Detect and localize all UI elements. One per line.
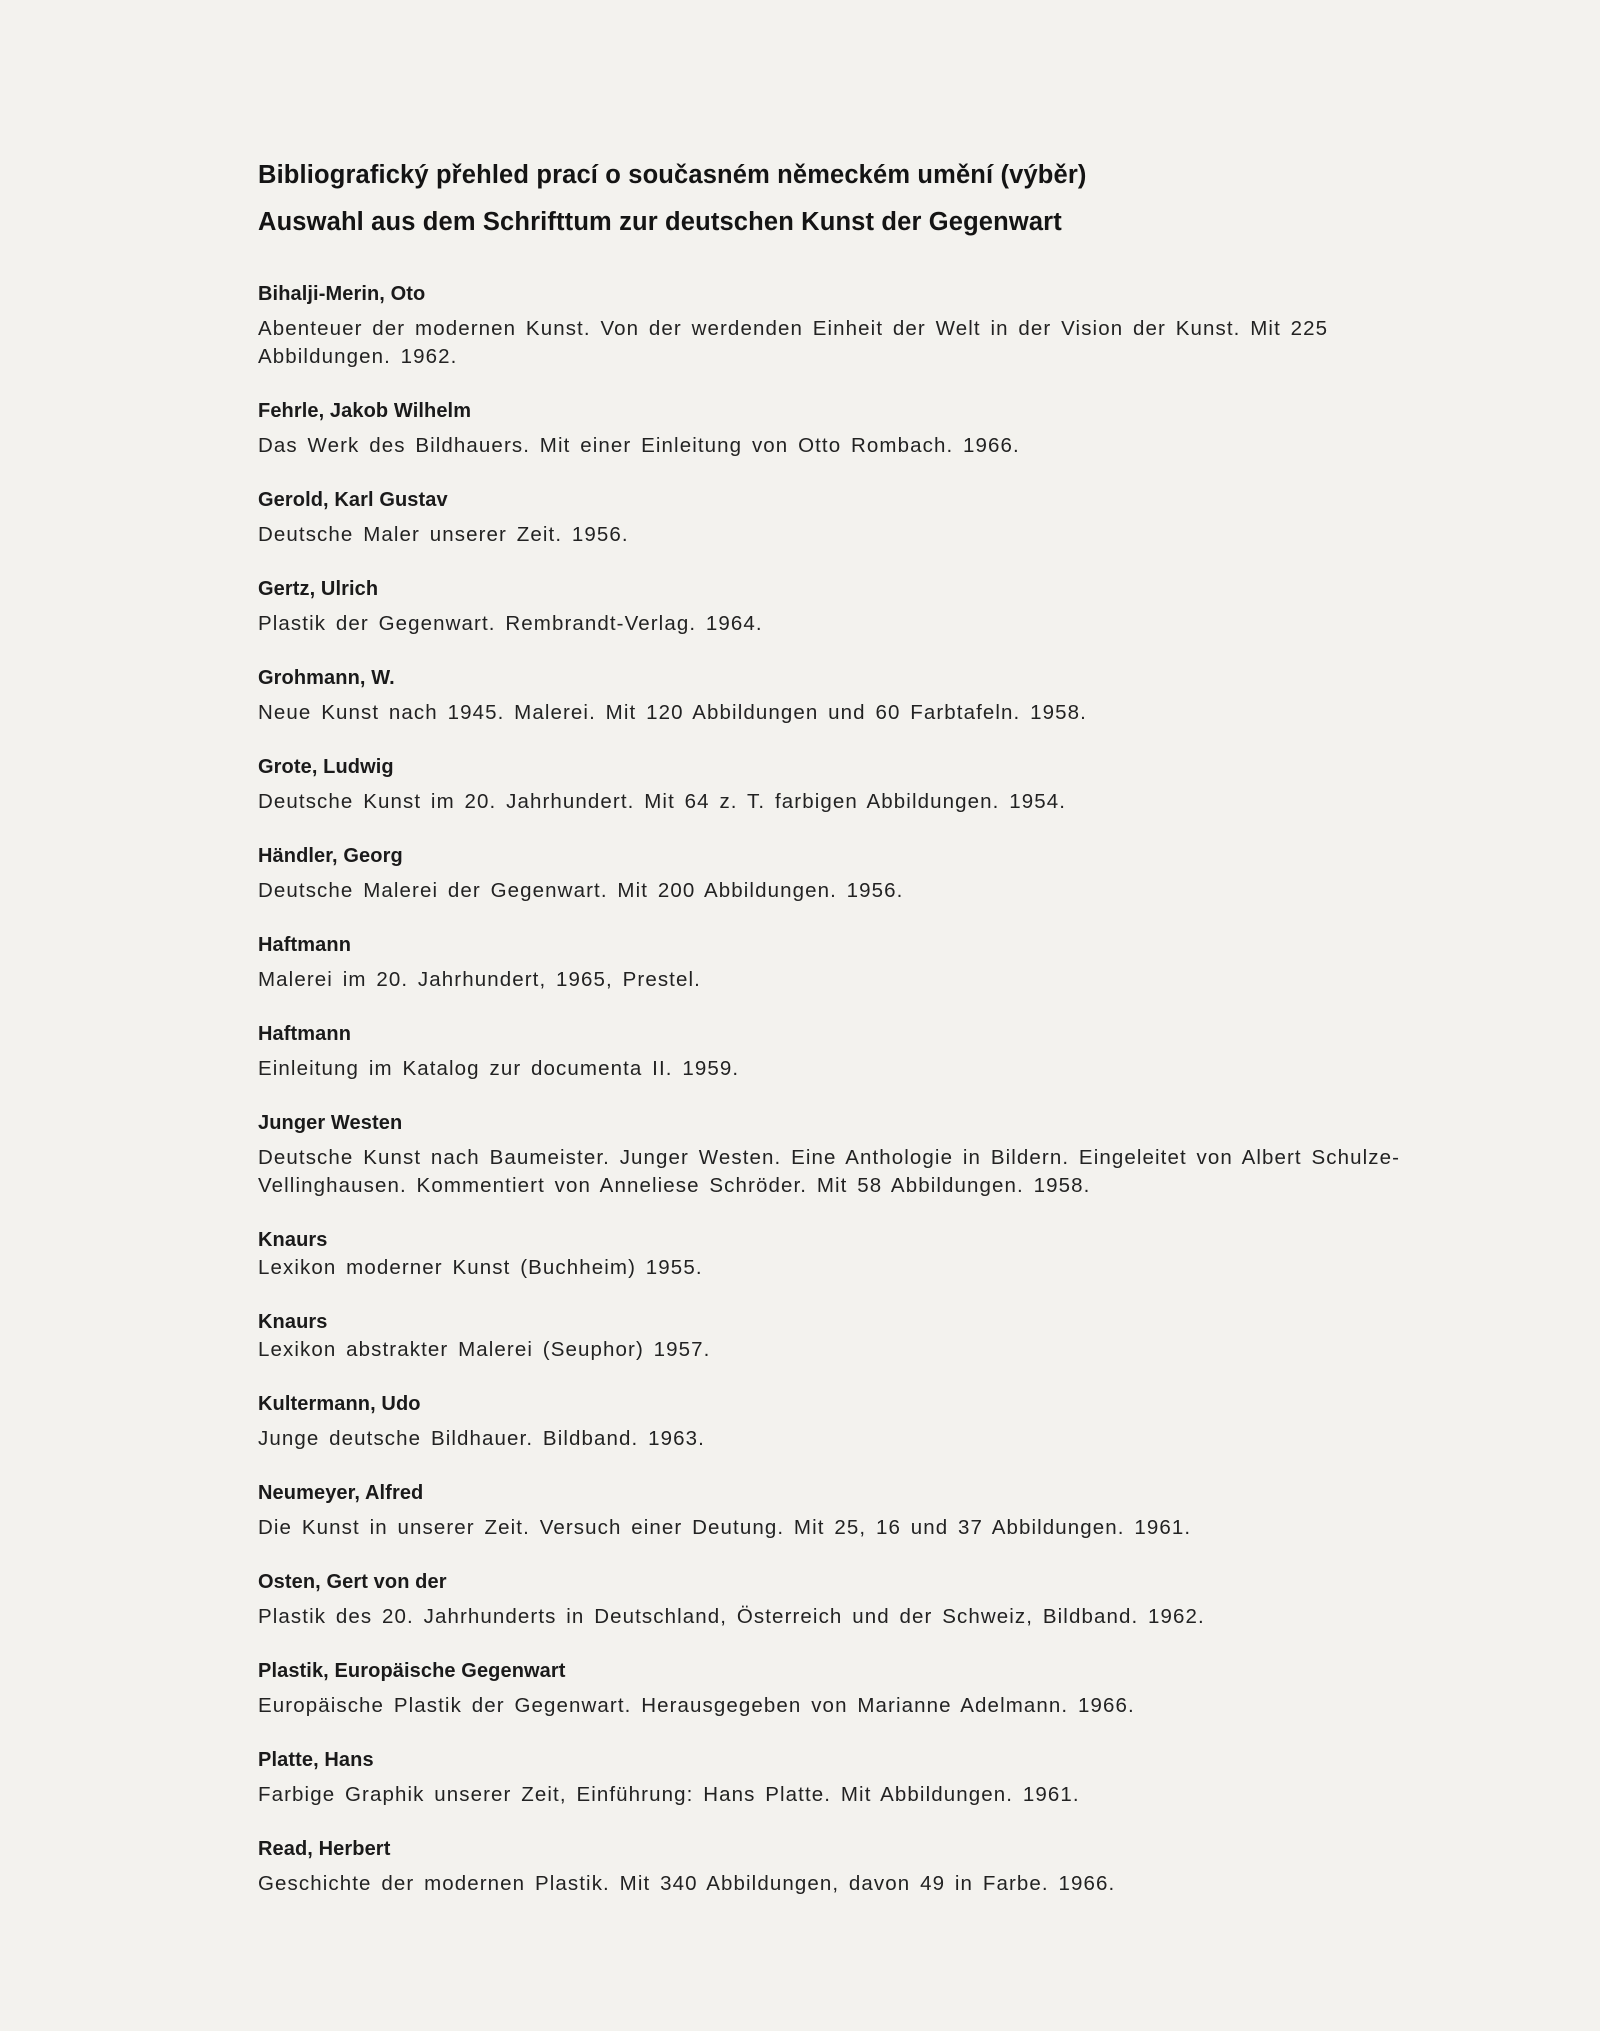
bibliography-entry bbox=[258, 1109, 1418, 1200]
heading-german: Auswahl aus dem Schrifttum zur deutschen Kunst der Gegenwart bbox=[258, 208, 1062, 236]
entry-author: Gertz, Ulrich bbox=[258, 578, 379, 600]
bibliography-entry bbox=[258, 575, 1418, 638]
entry-title: Abenteuer der modernen Kunst. Von der werdenden Einheit der Welt in der Vision der Kunst. Mit 225 Abbildungen. 1962. bbox=[258, 317, 1329, 368]
bibliography-entry bbox=[258, 1479, 1418, 1542]
entry-author: Junger Westen bbox=[258, 1112, 403, 1134]
entry-title: Lexikon abstrakter Malerei (Seuphor) 1957. bbox=[258, 1338, 711, 1361]
bibliography-entry bbox=[258, 1390, 1418, 1453]
bibliography-entry bbox=[258, 486, 1418, 549]
entry-author: Grote, Ludwig bbox=[258, 756, 394, 778]
bibliography-entry bbox=[258, 842, 1418, 905]
entry-author: Plastik, Europäische Gegenwart bbox=[258, 1660, 566, 1682]
bibliography-entry bbox=[258, 1020, 1418, 1083]
entry-title: Plastik des 20. Jahrhunderts in Deutschland, Österreich und der Schweiz, Bildband. 1962. bbox=[258, 1605, 1205, 1628]
entry-author: Knaurs bbox=[258, 1311, 328, 1333]
entry-author: Bihalji-Merin, Oto bbox=[258, 283, 426, 305]
entry-author: Händler, Georg bbox=[258, 845, 403, 867]
entry-title: Einleitung im Katalog zur documenta II. 1959. bbox=[258, 1057, 740, 1080]
bibliography-entry bbox=[258, 1308, 1418, 1364]
bibliography-entry bbox=[258, 753, 1418, 816]
bibliography-entry bbox=[258, 1657, 1418, 1720]
entry-author: Haftmann bbox=[258, 1023, 352, 1045]
entry-title: Geschichte der modernen Plastik. Mit 340 Abbildungen, davon 49 in Farbe. 1966. bbox=[258, 1872, 1116, 1895]
entry-title: Das Werk des Bildhauers. Mit einer Einleitung von Otto Rombach. 1966. bbox=[258, 434, 1020, 457]
entry-title: Neue Kunst nach 1945. Malerei. Mit 120 Abbildungen und 60 Farbtafeln. 1958. bbox=[258, 701, 1087, 724]
entry-title: Farbige Graphik unserer Zeit, Einführung: Hans Platte. Mit Abbildungen. 1961. bbox=[258, 1783, 1080, 1806]
entry-author: Platte, Hans bbox=[258, 1749, 374, 1771]
heading-czech: Bibliografický přehled prací o současném německém umění (výběr) bbox=[258, 161, 1087, 189]
entry-author: Fehrle, Jakob Wilhelm bbox=[258, 400, 472, 422]
entry-title: Europäische Plastik der Gegenwart. Herausgegeben von Marianne Adelmann. 1966. bbox=[258, 1694, 1135, 1717]
entry-title: Deutsche Kunst nach Baumeister. Junger Westen. Eine Anthologie in Bildern. Eingeleitet von Albert Schulze-Vellinghausen. Kommentiert von Anneliese Schröder. Mit 58 Abbildungen. 1958. bbox=[258, 1146, 1401, 1197]
bibliography-entry bbox=[258, 280, 1418, 371]
entry-title: Deutsche Maler unserer Zeit. 1956. bbox=[258, 523, 629, 546]
entry-author: Knaurs bbox=[258, 1229, 328, 1251]
entry-title: Die Kunst in unserer Zeit. Versuch einer Deutung. Mit 25, 16 und 37 Abbildungen. 1961. bbox=[258, 1516, 1192, 1539]
entry-author: Osten, Gert von der bbox=[258, 1571, 447, 1593]
entry-title: Malerei im 20. Jahrhundert, 1965, Prestel. bbox=[258, 968, 701, 991]
bibliography-entry bbox=[258, 1568, 1418, 1631]
bibliography-entry bbox=[258, 1746, 1418, 1809]
entry-title: Plastik der Gegenwart. Rembrandt-Verlag. 1964. bbox=[258, 612, 763, 635]
entry-author: Grohmann, W. bbox=[258, 667, 395, 689]
entry-author: Neumeyer, Alfred bbox=[258, 1482, 424, 1504]
bibliography-entry bbox=[258, 1226, 1418, 1282]
bibliography-entry bbox=[258, 931, 1418, 994]
entry-title: Deutsche Kunst im 20. Jahrhundert. Mit 64 z. T. farbigen Abbildungen. 1954. bbox=[258, 790, 1066, 813]
bibliography-entry bbox=[258, 1835, 1418, 1898]
entry-author: Kultermann, Udo bbox=[258, 1393, 421, 1415]
page-headings bbox=[258, 158, 1458, 239]
bibliography-list bbox=[258, 280, 1418, 1924]
bibliography-entry bbox=[258, 664, 1418, 727]
entry-title: Lexikon moderner Kunst (Buchheim) 1955. bbox=[258, 1256, 703, 1279]
entry-title: Junge deutsche Bildhauer. Bildband. 1963. bbox=[258, 1427, 705, 1450]
entry-author: Gerold, Karl Gustav bbox=[258, 489, 448, 511]
bibliography-entry bbox=[258, 397, 1418, 460]
entry-author: Haftmann bbox=[258, 934, 352, 956]
entry-title: Deutsche Malerei der Gegenwart. Mit 200 Abbildungen. 1956. bbox=[258, 879, 904, 902]
entry-author: Read, Herbert bbox=[258, 1838, 391, 1860]
